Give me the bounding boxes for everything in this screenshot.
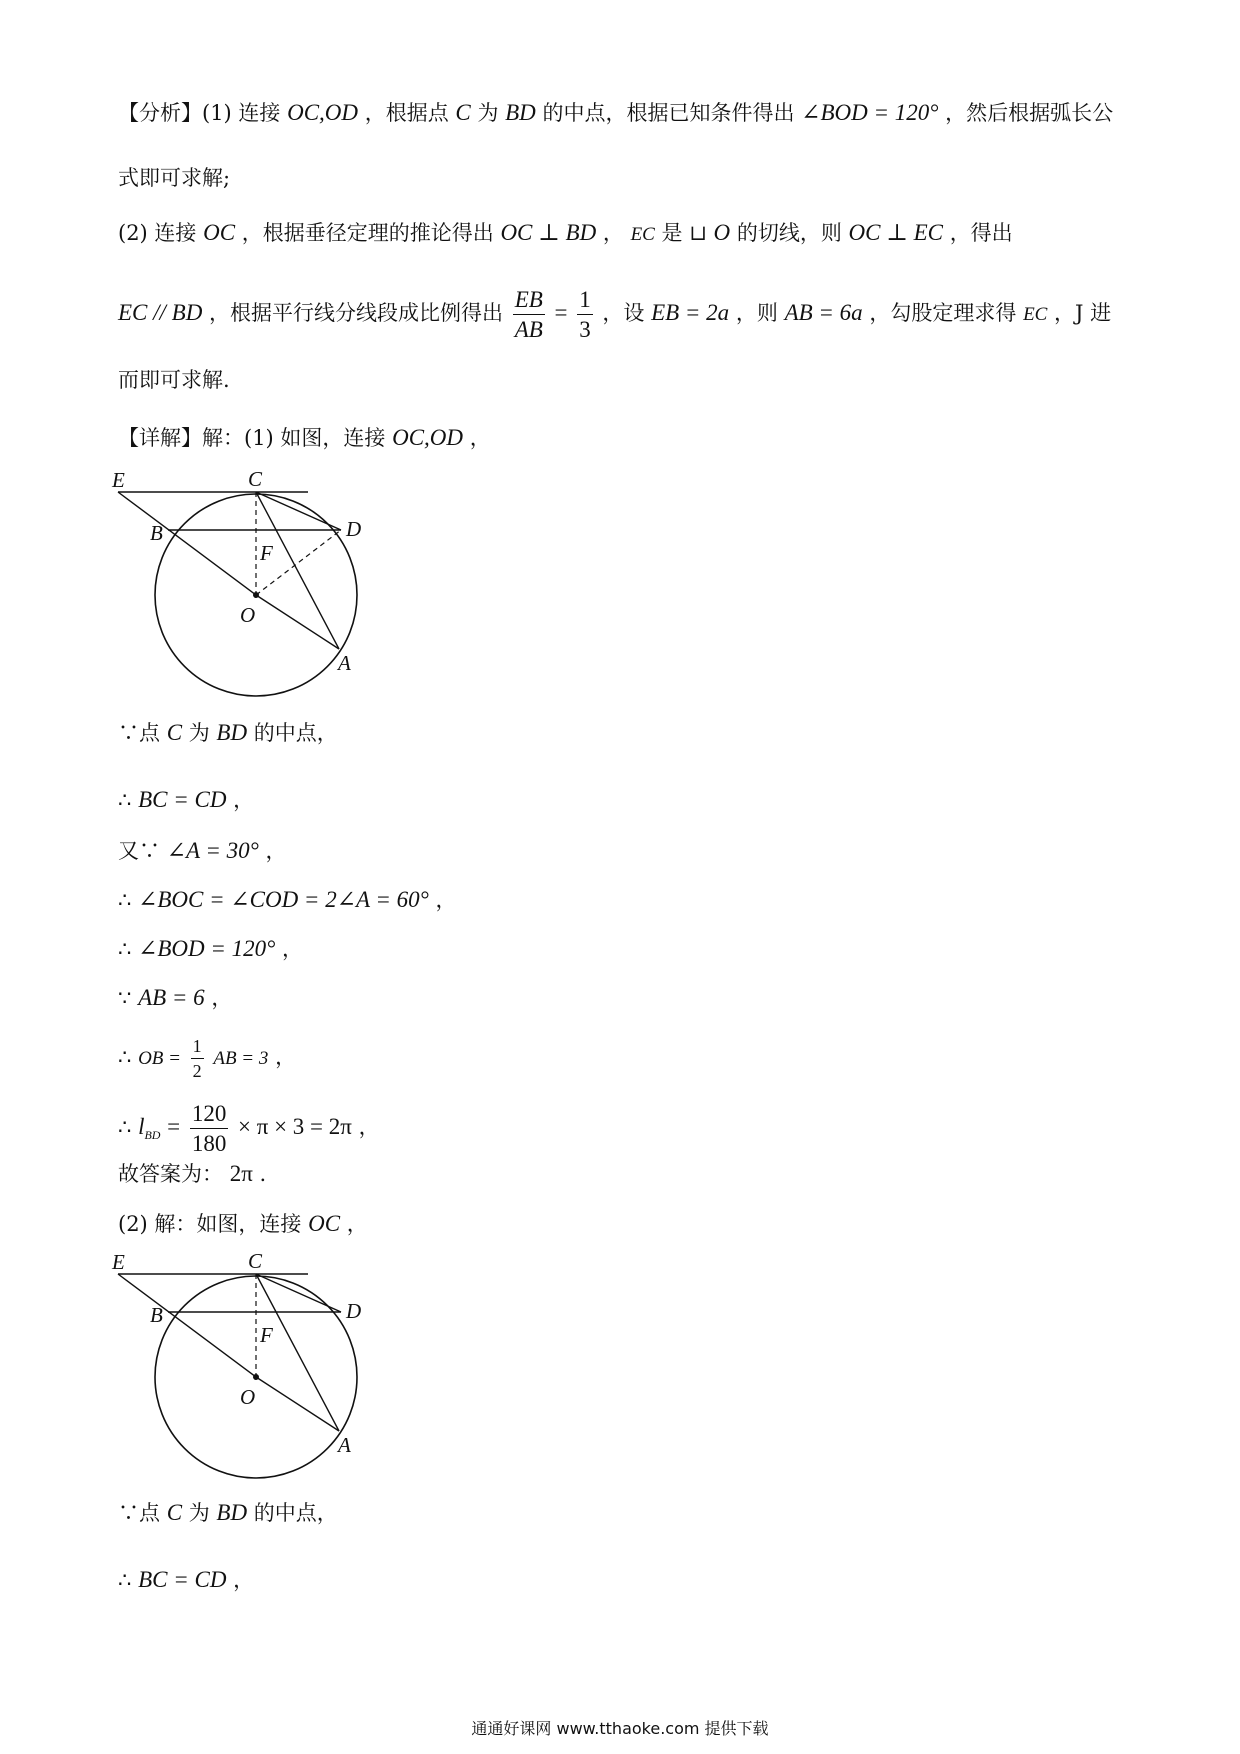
math-oc-od: OC,OD (287, 100, 359, 125)
solution-p1-s1 (118, 718, 338, 748)
chord-cd (256, 492, 341, 530)
text: 【分析】(1) 连接 (118, 101, 281, 125)
math-arc-length: × π × 3 = 2π (238, 1114, 352, 1139)
therefore: ∴ (118, 1115, 132, 1139)
text: 又∵ (118, 839, 160, 863)
math-oc-od: OC,OD (392, 425, 464, 450)
text: (2) 解：如图，连接 (118, 1212, 302, 1236)
solution-p1-s8 (118, 1102, 380, 1155)
text: ，J 进 (1054, 301, 1112, 325)
math-oc-perp-ec: OC ⊥ EC (848, 220, 943, 245)
equals: = (167, 1114, 181, 1139)
math-bc-cd: BC = CD (138, 1567, 227, 1592)
fraction-one-third (577, 288, 593, 341)
label-c: C (248, 1252, 263, 1273)
numerator: 120 (190, 1102, 229, 1129)
analysis-line-1 (118, 98, 1113, 128)
label-b: B (150, 1303, 163, 1327)
therefore: ∴ (118, 937, 132, 961)
numerator: 1 (191, 1037, 204, 1059)
chord-ca (256, 492, 339, 649)
text: ，根据平行线分线段成比例得出 (209, 301, 504, 325)
analysis-line-3 (118, 218, 1013, 250)
geometry-figure-1 (110, 470, 370, 710)
solution-p1-s5 (118, 934, 303, 964)
chord-ca (256, 1274, 339, 1431)
solution-p1-s2 (118, 785, 254, 815)
math-angle-a: ∠A = 30° (166, 838, 259, 863)
text: 为 (188, 721, 210, 745)
label-f: F (260, 1323, 273, 1347)
math-ec-parallel-bd: EC // BD (118, 300, 203, 325)
text: ， (282, 937, 304, 961)
math-angle-bod: ∠BOD = 120° (801, 100, 939, 125)
math-subscript-bd: BD (144, 1128, 161, 1142)
math-o: O (713, 220, 731, 245)
math-ab-6a: AB = 6a (784, 300, 863, 325)
math-ob: OB = (138, 1048, 181, 1069)
math-bc-cd: BC = CD (138, 787, 227, 812)
text: ∵点 (118, 721, 160, 745)
text: 的切线，则 (736, 221, 842, 245)
solution-p1-s6 (118, 983, 232, 1013)
math-bd: BD (505, 100, 536, 125)
text: 故答案为： (118, 1162, 223, 1186)
geometry-figure-2 (110, 1252, 370, 1492)
footer-source: 通通好课网 www.tthaoke.com 提供下载 (471, 1719, 769, 1738)
math-ec: EC (630, 224, 655, 245)
chord-cd (256, 1274, 341, 1312)
math-oc: OC (308, 1211, 341, 1236)
label-e: E (112, 1252, 125, 1274)
numerator: EB (513, 288, 545, 315)
text: . (259, 1162, 267, 1186)
text: ，勾股定理求得 (869, 301, 1017, 325)
text: 的中点， (253, 721, 338, 745)
text: ， (233, 1568, 255, 1592)
label-d: D (346, 517, 362, 541)
solution-p1-s7 (118, 1037, 296, 1080)
label-e: E (112, 470, 125, 492)
denominator: 180 (191, 1131, 227, 1156)
equals: = (554, 300, 568, 325)
solution-p1-answer (118, 1159, 266, 1189)
denominator: 2 (192, 1061, 202, 1081)
text: 的中点，根据已知条件得出 (542, 101, 795, 125)
denominator: AB (514, 317, 543, 342)
solution-p2-s1 (118, 1498, 338, 1528)
text: ，则 (735, 301, 778, 325)
analysis-line-4 (118, 288, 1111, 341)
therefore: ∴ (118, 888, 132, 912)
text: 是 (661, 221, 683, 245)
text: ，根据点 (364, 101, 449, 125)
math-eb-2a: EB = 2a (651, 300, 730, 325)
text: ， (469, 426, 491, 450)
therefore: ∴ (118, 788, 132, 812)
analysis-line-2: 式即可求解; (118, 166, 231, 190)
fraction-120-180 (190, 1102, 229, 1155)
text: 为 (188, 1501, 210, 1525)
math-ab-3: AB = 3 (213, 1048, 269, 1069)
math-oc-perp-bd: OC ⊥ BD (500, 220, 597, 245)
text: ， (435, 888, 457, 912)
secant-line-eo (118, 492, 256, 595)
math-bd: BD (216, 1500, 248, 1525)
text: (2) 连接 (118, 221, 197, 245)
math-2pi: 2π (229, 1161, 253, 1186)
center-dot (253, 1374, 259, 1380)
text: ， (265, 839, 287, 863)
math-bd: BD (216, 720, 248, 745)
text: ，设 (602, 301, 645, 325)
math-c: C (166, 1500, 183, 1525)
label-c: C (248, 470, 263, 491)
math-angle-boc: ∠BOC = ∠COD = 2∠A = 60° (138, 887, 429, 912)
solution-p1-s4 (118, 885, 457, 915)
therefore: ∴ (118, 1045, 132, 1069)
math-c: C (455, 100, 471, 125)
label-d: D (346, 1299, 362, 1323)
fraction-eb-ab (513, 288, 545, 341)
therefore: ∴ (118, 1568, 132, 1592)
solution-part2-intro (118, 1209, 368, 1239)
center-dot (253, 592, 259, 598)
text: ，然后根据弧长公 (945, 101, 1114, 125)
text: ， (275, 1045, 297, 1069)
because: ∵ (118, 986, 132, 1010)
label-a: A (338, 651, 351, 675)
numerator: 1 (577, 288, 593, 315)
text: ∵点 (118, 1501, 160, 1525)
fraction-half (191, 1037, 204, 1080)
analysis-line-5: 而即可求解. (118, 368, 230, 392)
text: ， (602, 221, 624, 245)
math-oc: OC (203, 220, 236, 245)
segment-oa (256, 1377, 339, 1431)
label-f: F (260, 541, 273, 565)
text: ， (211, 986, 233, 1010)
text: 为 (477, 101, 499, 125)
label-b: B (150, 521, 163, 545)
math-c: C (166, 720, 183, 745)
text: ，得出 (949, 221, 1013, 245)
text: ， (233, 788, 255, 812)
label-o: O (240, 603, 256, 627)
text: ， (358, 1115, 380, 1139)
math-ec: EC (1023, 304, 1048, 325)
solution-p1-s3 (118, 836, 287, 866)
circle-symbol: ⊔ (689, 221, 707, 245)
math-angle-bod: ∠BOD = 120° (138, 936, 276, 961)
label-a: A (338, 1433, 351, 1457)
text: 【详解】解：(1) 如图，连接 (118, 426, 386, 450)
denominator: 3 (579, 317, 591, 342)
text: ，根据垂径定理的推论得出 (241, 221, 494, 245)
label-o: O (240, 1385, 256, 1409)
math-l: l (138, 1114, 145, 1139)
secant-line-eo (118, 1274, 256, 1377)
math-ab-6: AB = 6 (138, 985, 205, 1010)
text: ， (346, 1212, 368, 1236)
text: 的中点， (253, 1501, 338, 1525)
solution-p2-s2 (118, 1565, 254, 1595)
solution-intro (118, 423, 491, 453)
segment-oa (256, 595, 339, 649)
